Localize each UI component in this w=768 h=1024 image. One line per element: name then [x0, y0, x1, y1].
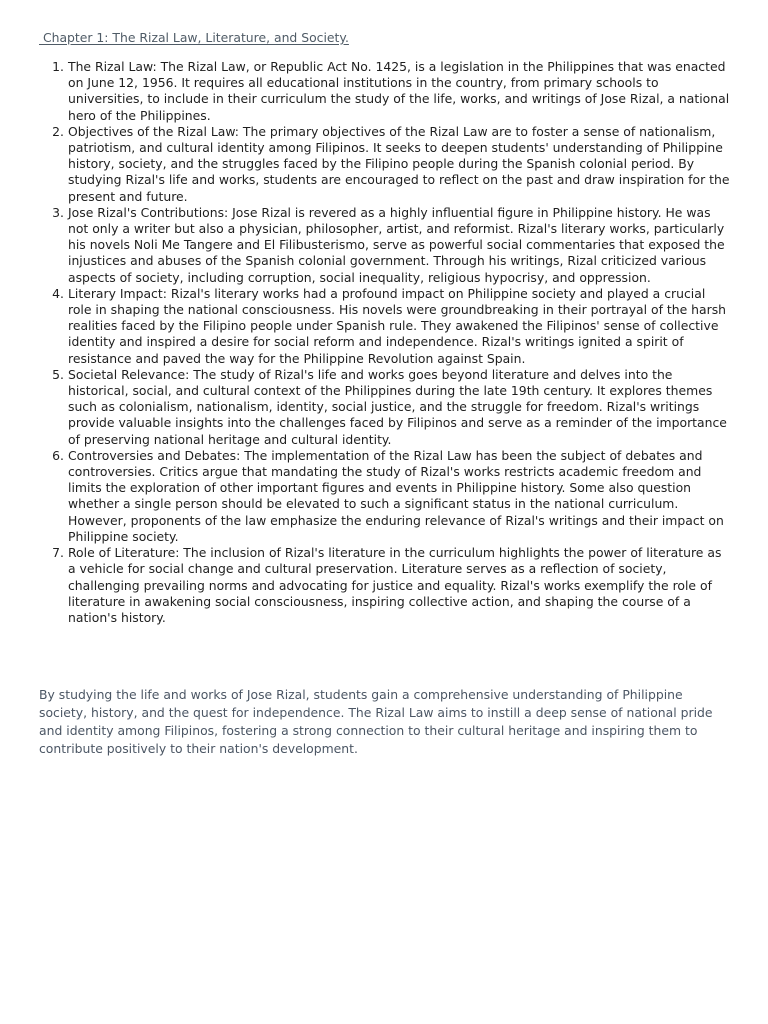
list-item-text: Literary Impact: Rizal's literary works had a profound impact on Philippine society and played a crucial role in shaping the national consciousness. His novels were groundbreaking in their portrayal of the harsh realities faced by the Filipino people under Spanish rule. They awakened the Filipinos' sense of collective identity and inspired a desire for social reform and independence. Rizal's writings ignited a spirit of resistance and paved the way for the Philippine Revolution against Spain.: [68, 285, 727, 366]
list-item-number: 7.: [52, 545, 64, 561]
list-item-number: 3.: [52, 204, 64, 220]
list-item-number: 2.: [52, 123, 64, 139]
list-item-text: The Rizal Law: The Rizal Law, or Republic Act No. 1425, is a legislation in the Philippines that was enacted on June 12, 1956. It requires all educational institutions in the country, from primary schools to universities, to include in their curriculum the study of the life, works, and writings of Jose Rizal, a national hero of the Philippines.: [68, 59, 730, 123]
list-item: [52, 285, 732, 367]
numbered-list: [52, 59, 732, 626]
list-item: [52, 59, 732, 124]
list-item-text: Role of Literature: The inclusion of Rizal's literature in the curriculum highlights the power of literature as a vehicle for social change and cultural preservation. Literature serves as a reflection of society, challenging prevailing norms and advocating for justice and equality. Rizal's works exemplify the role of literature in awakening social consciousness, inspiring collective action, and shaping the course of a nation's history.: [68, 545, 722, 625]
list-item-text: Societal Relevance: The study of Rizal's life and works goes beyond literature and delves into the historical, social, and cultural context of the Philippines during the late 19th century. It explores themes such as colonialism, nationalism, identity, social justice, and the struggle for freedom. Rizal's writings provide valuable insights into the challenges faced by Filipinos and serve as a reminder of the importance of preserving national heritage and cultural identity.: [68, 366, 727, 447]
list-item-text: Jose Rizal's Contributions: Jose Rizal is revered as a highly influential figure in Philippine history. He was not only a writer but also a physician, philosopher, artist, and reformist. Rizal's literary works, particularly his novels Noli Me Tangere and El Filibusterismo, serve as powerful social commentaries that exposed the injustices and abuses of the Spanish colonial government. Through his writings, Rizal criticized various aspects of society, including corruption, social inequality, religious hypocrisy, and oppression.: [68, 204, 725, 285]
list-item-text: Controversies and Debates: The implementation of the Rizal Law has been the subject of debates and controversies. Critics argue that mandating the study of Rizal's works restricts academic freedom and limits the exploration of other important figures and events in Philippine history. Some also question whether a single person should be elevated to such a significant status in the national curriculum. However, proponents of the law emphasize the enduring relevance of Rizal's writings and their impact on Philippine society.: [68, 447, 724, 544]
list-item: [52, 545, 732, 626]
list-item-number: 6.: [52, 447, 64, 463]
list-item-number: 4.: [52, 285, 64, 301]
list-item: [52, 366, 732, 448]
list-item-number: 1.: [52, 59, 64, 74]
chapter-heading: Chapter 1: The Rizal Law, Literature, and Society.: [39, 30, 349, 45]
list-item-text: Objectives of the Rizal Law: The primary objectives of the Rizal Law are to foster a sense of nationalism, patriotism, and cultural identity among Filipinos. It seeks to deepen students' understanding of Philippine history, society, and the struggles faced by the Filipino people during the Spanish colonial period. By studying Rizal's life and works, students are encouraged to reflect on the past and draw inspiration for the present and future.: [68, 123, 730, 204]
list-item: [52, 204, 732, 286]
list-item: [52, 447, 732, 545]
list-item: [52, 123, 732, 205]
summary-paragraph: By studying the life and works of Jose Rizal, students gain a comprehensive understanding of Philippine society, history, and the quest for independence. The Rizal Law aims to instill a deep sense of national pride and identity among Filipinos, fostering a strong connection to their cultural heritage and inspiring them to contribute positively to their nation's development.: [39, 687, 713, 756]
list-item-number: 5.: [52, 366, 64, 382]
